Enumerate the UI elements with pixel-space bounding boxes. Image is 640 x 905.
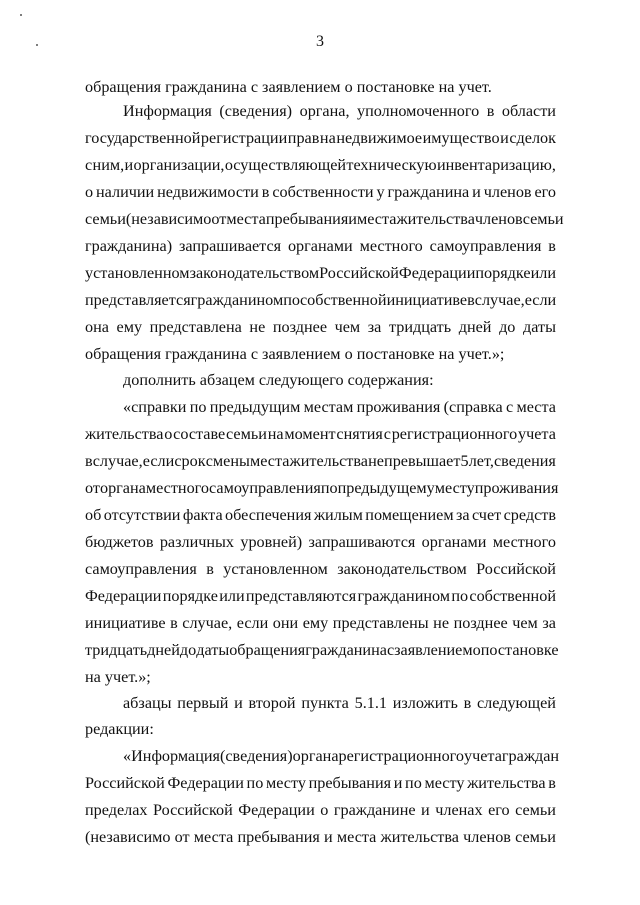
text-line: жительства о составе семьи на момент снятия с регистрационного учета (85, 425, 556, 443)
text-line: тридцать дней до даты обращения гражданина с заявлением о постановке (85, 641, 559, 659)
text-line: семьи (независимо от места пребывания и места жительства членов семьи (85, 210, 564, 228)
text-line: от органа местного самоуправления по предыдущему месту проживания (85, 479, 559, 497)
text-line: Информация (сведения) органа, уполномоченного в области (123, 102, 556, 120)
text-line: представляется гражданином по собственной инициативе в случае, если (85, 291, 557, 309)
text-line: Федерации порядке или представляются гражданином по собственной (85, 587, 556, 605)
text-line: об отсутствии факта обеспечения жилым помещением за счет средств (85, 506, 556, 524)
scan-speck (20, 14, 22, 16)
text-line: государственной регистрации прав на недвижимое имущество и сделок (85, 129, 556, 147)
text-line: Российской Федерации по месту пребывания и по месту жительства в (85, 774, 556, 792)
text-line: она ему представлена не позднее чем за тридцать дней до даты (85, 318, 556, 336)
text-line: на учет.»; (85, 668, 151, 686)
text-line: абзацы первый и второй пункта 5.1.1 изложить в следующей (123, 694, 556, 712)
text-line: пределах Российской Федерации о гражданине и членах его семьи (85, 801, 556, 819)
page-number: 3 (316, 33, 324, 50)
text-line: гражданина) запрашивается органами местного самоуправления в (85, 237, 556, 255)
text-line: с ним, и организации, осуществляющей техническую инвентаризацию, (85, 156, 556, 174)
text-line: (независимо от места пребывания и места жительства членов семьи (85, 828, 556, 846)
scan-speck (36, 44, 38, 46)
text-line: «справки по предыдущим местам проживания (справка с места (123, 398, 556, 416)
text-line: дополнить абзацем следующего содержания: (123, 371, 434, 389)
text-line: бюджетов различных уровней) запрашиваются органами местного (85, 533, 556, 551)
text-line: редакции: (85, 720, 154, 738)
text-line: инициативе в случае, если они ему представлены не позднее чем за (85, 614, 556, 632)
text-line: обращения гражданина с заявлением о постановке на учет.»; (85, 345, 505, 363)
text-line: обращения гражданина с заявлением о постановке на учет. (85, 78, 492, 96)
text-line: в случае, если срок смены места жительства не превышает 5 лет, сведения (85, 452, 556, 470)
text-line: «Информация (сведения) органа регистрационного учета граждан (123, 747, 560, 765)
text-line: самоуправления в установленном законодательством Российской (85, 560, 556, 578)
text-line: установленном законодательством Российской Федерации порядке или (85, 264, 556, 282)
text-line: о наличии недвижимости в собственности у гражданина и членов его (85, 183, 556, 201)
